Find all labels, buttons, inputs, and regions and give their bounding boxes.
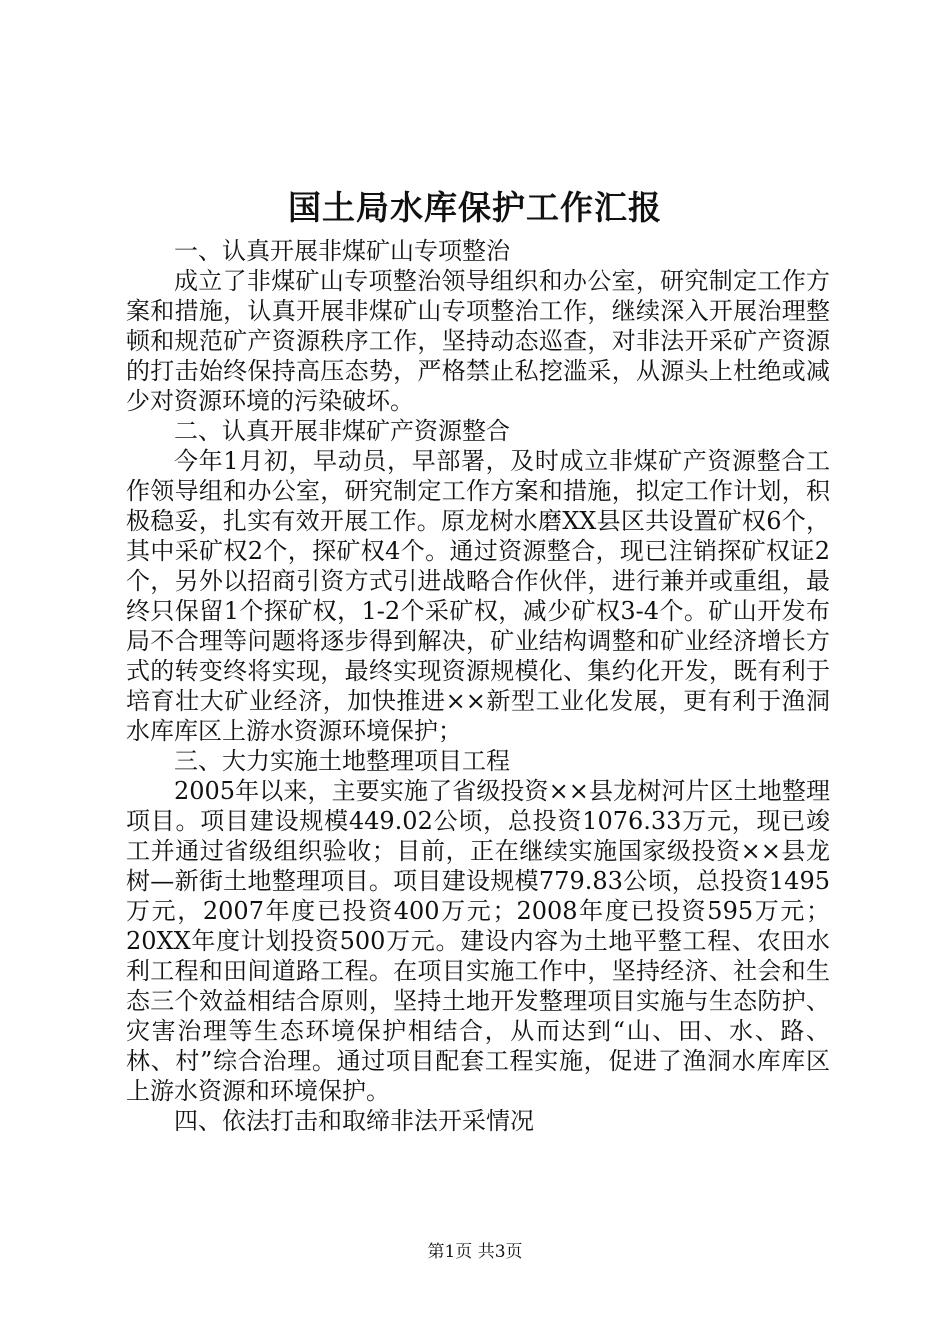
page-footer: 第1页 共3页 — [427, 1242, 523, 1262]
section-heading-1: 一、认真开展非煤矿山专项整治 — [174, 237, 510, 265]
paragraph-2: 今年1月初，早动员，早部署，及时成立非煤矿产资源整合工作领导组和办公室，研究制定工作方案和措施，拟定工作计划，积极稳妥，扎实有效开展工作。原龙树水磨XX县区共设置矿权6个，其中采矿权2个，探矿权4个。通过资源整合，现已注销探矿权证2个，另外以招商引资方式引进战略合作伙伴，进行兼并或重组，最终只保留1个探矿权，1-2个采矿权，减少矿权3-4个。矿山开发布局不合理等问题将逐步得到解决，矿业结构调整和矿业经济增长方式的转变终将实现，最终实现资源规模化、集约化开发，既有利于培育壮大矿业经济，加快推进××新型工业化发展，更有利于渔洞水库库区上游水资源环境保护； — [126, 447, 830, 745]
section-heading-4: 四、依法打击和取缔非法开采情况 — [174, 1107, 534, 1135]
section-heading-2: 二、认真开展非煤矿产资源整合 — [174, 417, 510, 445]
paragraph-1: 成立了非煤矿山专项整治领导组织和办公室，研究制定工作方案和措施，认真开展非煤矿山专项整治工作，继续深入开展治理整顿和规范矿产资源秩序工作，坚持动态巡查，对非法开采矿产资源的打击始终保持高压态势，严格禁止私挖滥采，从源头上杜绝或减少对资源环境的污染破坏。 — [126, 267, 830, 415]
section-heading-3: 三、大力实施土地整理项目工程 — [174, 747, 510, 775]
document-body — [126, 236, 830, 1136]
paragraph-3: 2005年以来，主要实施了省级投资××县龙树河片区土地整理项目。项目建设规模449.02公顷，总投资1076.33万元，现已竣工并通过省级组织验收；目前，正在继续实施国家级投资××县龙树—新街土地整理项目。项目建设规模779.83公顷，总投资1495万元，2007年度已投资400万元；2008年度已投资595万元；20XX年度计划投资500万元。建设内容为土地平整工程、农田水利工程和田间道路工程。在项目实施工作中，坚持经济、社会和生态三个效益相结合原则，坚持土地开发整理项目实施与生态防护、灾害治理等生态环境保护相结合，从而达到“山、田、水、路、林、村”综合治理。通过项目配套工程实施，促进了渔洞水库库区上游水资源和环境保护。 — [126, 777, 830, 1105]
document-title: 国土局水库保护工作汇报 — [288, 188, 662, 227]
